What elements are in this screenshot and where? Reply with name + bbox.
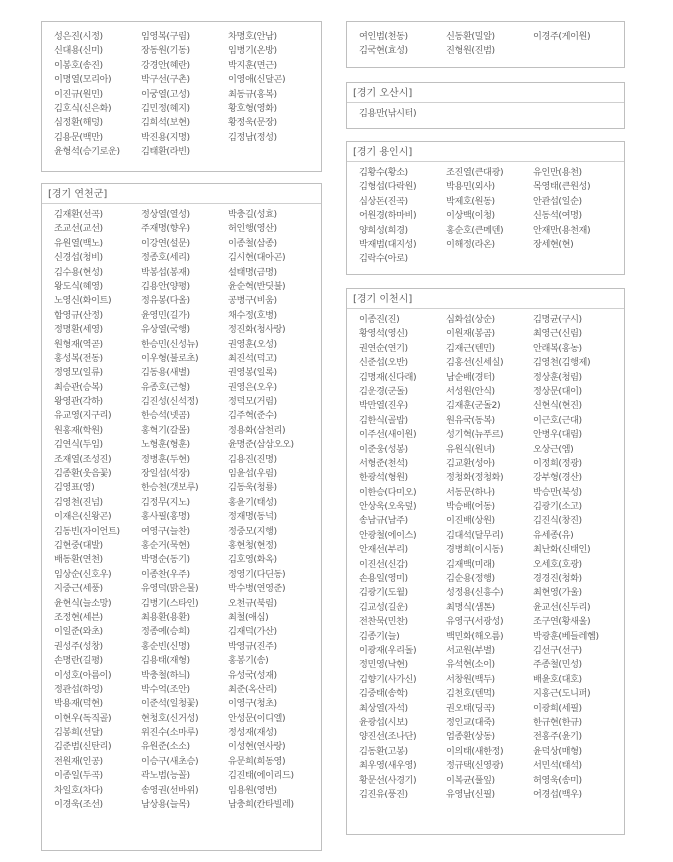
member-name: 이재은(신왕곤) bbox=[54, 511, 112, 523]
member-name: 남충희(칸타빌레) bbox=[228, 799, 294, 811]
section-title: [경기 이천시] bbox=[347, 292, 624, 309]
section-title: [경기 연천군] bbox=[42, 187, 321, 204]
member-name: 공병구(비움) bbox=[228, 295, 277, 307]
member-name: 최명식(샘톤) bbox=[446, 601, 495, 613]
member-name: 김광기(도월) bbox=[359, 587, 408, 599]
member-name: 유인만(용천) bbox=[533, 167, 582, 178]
member-name: 김수용(현성) bbox=[54, 266, 103, 278]
member-name: 김영표(영) bbox=[54, 482, 95, 494]
member-name: 김동용(새별) bbox=[141, 367, 190, 379]
member-name: 차일호(차다) bbox=[54, 784, 103, 796]
member-name: 정규택(신영광) bbox=[446, 760, 504, 772]
section-icheon bbox=[346, 288, 625, 835]
member-name: 정종예(승희) bbox=[141, 626, 190, 638]
member-name: 서형준(천석) bbox=[359, 457, 408, 469]
member-name: 권영은(오우) bbox=[228, 381, 277, 393]
member-name: 안재만(용천재) bbox=[533, 224, 591, 236]
member-name: 김재백(미래) bbox=[446, 558, 495, 570]
member-name: 조재열(조성진) bbox=[54, 453, 112, 465]
member-name: 이영구(청초) bbox=[228, 698, 277, 710]
member-name: 노영신(화이트) bbox=[54, 295, 112, 307]
member-name: 최현영(가울) bbox=[533, 587, 582, 599]
member-name: 정진화(청사랑) bbox=[228, 324, 286, 336]
member-name: 박지훈(면근) bbox=[228, 59, 277, 71]
member-name: 양진선(조나단) bbox=[359, 731, 417, 743]
member-name: 최우영(새우영) bbox=[359, 760, 417, 772]
member-name: 윤광섭(시보) bbox=[359, 716, 408, 728]
section-title: [경기 오산시] bbox=[347, 86, 624, 103]
member-name: 김교환(성아) bbox=[446, 457, 495, 469]
member-name: 정재명(동넉) bbox=[228, 511, 277, 523]
member-name: 김용문(백만) bbox=[54, 131, 103, 143]
member-name: 이봉호(송진) bbox=[54, 59, 103, 71]
member-name: 김종기(늘) bbox=[359, 630, 400, 642]
member-name: 김호식(신은화) bbox=[54, 102, 112, 114]
member-name: 서성원(안식) bbox=[446, 385, 495, 397]
member-name: 정병훈(두현) bbox=[141, 453, 190, 465]
member-name: 이진선(신감) bbox=[359, 558, 408, 570]
member-name: 이진규(원민) bbox=[54, 88, 103, 100]
member-name: 박충길(성효) bbox=[228, 209, 277, 220]
member-name: 이복균(풀잎) bbox=[446, 774, 495, 786]
member-name: 최용환(용환) bbox=[141, 611, 190, 623]
member-name: 장일섭(석장) bbox=[141, 468, 190, 480]
member-name: 배동환(연천) bbox=[54, 554, 103, 566]
member-name: 오세호(호광) bbox=[533, 558, 582, 570]
member-name: 김형섭(다락원) bbox=[359, 181, 417, 193]
member-name: 김홍선(신세실) bbox=[446, 357, 504, 369]
member-name: 장세현(현) bbox=[533, 238, 574, 250]
section-title: [경기 용인시] bbox=[347, 145, 624, 162]
member-name: 지홍근(도니퍼) bbox=[533, 688, 591, 700]
member-name: 유영남(신필) bbox=[446, 788, 495, 800]
member-name: 신동석(여명) bbox=[533, 210, 582, 222]
member-name: 장동원(기동) bbox=[141, 45, 190, 57]
member-name: 조구연(황새울) bbox=[533, 616, 591, 628]
member-name: 경병희(이시동) bbox=[446, 544, 504, 556]
member-name: 김용만(낚시터) bbox=[359, 108, 417, 119]
member-name: 전원재(인공) bbox=[54, 755, 103, 767]
member-name: 이상백(이청) bbox=[446, 210, 495, 222]
member-name: 이우형(불로초) bbox=[141, 352, 199, 364]
member-name: 김재환(선곡) bbox=[54, 209, 103, 220]
section-osan bbox=[346, 82, 625, 129]
member-name: 윤덕상(매형) bbox=[533, 745, 582, 757]
member-name: 김정남(정성) bbox=[228, 131, 277, 143]
member-name: 안관섭(일순) bbox=[533, 195, 582, 207]
member-name: 남상용(늘목) bbox=[141, 799, 190, 811]
member-name: 김향기(사가신) bbox=[359, 673, 417, 685]
member-name: 강부형(경산) bbox=[533, 472, 582, 484]
member-name: 신동환(밀알) bbox=[446, 31, 495, 42]
member-name: 홍성복(전동) bbox=[54, 352, 103, 364]
member-name: 김진태(에이리드) bbox=[228, 770, 294, 782]
member-name: 박구선(구촌) bbox=[141, 74, 190, 86]
member-name: 이승구(새초승) bbox=[141, 755, 199, 767]
member-name: 권영봉(일록) bbox=[228, 367, 277, 379]
member-name: 임용원(영번) bbox=[228, 784, 277, 796]
member-list bbox=[347, 103, 624, 121]
member-name: 최난화(신태인) bbox=[533, 544, 591, 556]
member-name: 이의태(새한정) bbox=[446, 745, 504, 757]
member-name: 박수병(연영준) bbox=[228, 583, 286, 595]
member-name: 전찬묵(민찬) bbox=[359, 616, 408, 628]
member-name: 신준섭(오반) bbox=[359, 357, 408, 369]
member-name: 이경주(게이원) bbox=[533, 31, 591, 42]
member-name: 홍혁기(갈몰) bbox=[141, 424, 190, 436]
member-name: 여인범(천동) bbox=[359, 31, 408, 42]
member-name: 이성호(아름이) bbox=[54, 669, 112, 681]
member-name: 김동빈(자이언트) bbox=[54, 525, 120, 537]
member-name: 정영기(다딘동) bbox=[228, 568, 286, 580]
member-name: 지중근(세풍) bbox=[54, 583, 103, 595]
member-name: 김시현(대아곤) bbox=[228, 252, 286, 264]
member-name: 함영규(산정) bbox=[54, 309, 103, 321]
member-name: 안상욱(오욱덮) bbox=[359, 501, 417, 513]
member-name: 목영태(큰원성) bbox=[533, 181, 591, 193]
member-name: 오상근(엠) bbox=[533, 443, 574, 455]
member-name: 김선구(선구) bbox=[533, 644, 582, 656]
member-name: 박승만(북성) bbox=[533, 486, 582, 498]
member-name: 김명재(신다래) bbox=[359, 371, 417, 383]
member-name: 박충철(하늬) bbox=[141, 669, 190, 681]
member-name: 홍현청(현정) bbox=[228, 539, 277, 551]
member-name: 정중모(지행) bbox=[228, 525, 277, 537]
member-name: 이궁열(고성) bbox=[141, 88, 190, 100]
member-name: 신경섭(청비) bbox=[54, 252, 103, 264]
member-name: 강경안(혜란) bbox=[141, 59, 190, 71]
member-name: 안재선(부리) bbox=[359, 544, 408, 556]
member-name: 정유봉(다올) bbox=[141, 295, 190, 307]
member-name: 김천호(텐먹) bbox=[446, 688, 495, 700]
member-name: 김정무(지노) bbox=[141, 496, 190, 508]
member-name: 윤명준(삼삼오오) bbox=[228, 439, 294, 451]
member-name: 박만열(진우) bbox=[359, 400, 408, 412]
member-name: 정상문(대이) bbox=[533, 385, 582, 397]
member-name: 곽노범(능꼴) bbox=[141, 770, 190, 782]
member-name: 조정현(세븐) bbox=[54, 611, 103, 623]
member-name: 이광재(우리돌) bbox=[359, 644, 417, 656]
section-yeoncheon bbox=[41, 183, 322, 851]
member-name: 노형훈(형훈) bbox=[141, 439, 190, 451]
member-name: 김진식(창진) bbox=[533, 515, 582, 527]
member-name: 이일준(와초) bbox=[54, 626, 103, 638]
member-name: 전홍주(윤기) bbox=[533, 731, 582, 743]
member-name: 한규현(한규) bbox=[533, 716, 582, 728]
member-name: 홍순호(큰메덴) bbox=[446, 224, 504, 236]
member-list bbox=[347, 22, 624, 59]
member-name: 김동환(고봉) bbox=[359, 745, 408, 757]
member-name: 박용민(외사) bbox=[446, 181, 495, 193]
member-name: 이종진(진) bbox=[359, 314, 400, 325]
member-name: 서창원(백두) bbox=[446, 673, 495, 685]
member-name: 남순배(경터) bbox=[446, 371, 495, 383]
member-name: 조진열(큰대광) bbox=[446, 167, 504, 178]
member-name: 오천규(북림) bbox=[228, 597, 277, 609]
member-name: 이성현(연사랑) bbox=[228, 741, 286, 753]
member-list bbox=[347, 309, 624, 802]
member-name: 김재훈(군돌2) bbox=[446, 400, 501, 412]
member-name: 유문희(희동영) bbox=[228, 755, 286, 767]
member-name: 원홍재(학원) bbox=[54, 424, 103, 436]
member-name: 어원경(하마비) bbox=[359, 210, 417, 222]
member-name: 최동규(홍복) bbox=[228, 88, 277, 100]
member-name: 윤순혁(반딧불) bbox=[228, 280, 286, 292]
member-name: 한승민(신성뉴) bbox=[141, 338, 199, 350]
member-name: 조교선(교선) bbox=[54, 223, 103, 235]
member-name: 김병기(스타인) bbox=[141, 597, 199, 609]
member-name: 유원열(백노) bbox=[54, 237, 103, 249]
member-name: 권성주(성창) bbox=[54, 640, 103, 652]
member-name: 임윤섭(우림) bbox=[228, 468, 277, 480]
member-name: 이광희(세필) bbox=[533, 702, 582, 714]
member-list bbox=[42, 204, 321, 812]
member-name: 이영애(신달곤) bbox=[228, 74, 286, 86]
member-name: 황호형(영화) bbox=[228, 102, 277, 114]
section-top bbox=[41, 21, 322, 172]
member-name: 이원재(봉곰) bbox=[446, 328, 495, 340]
member-name: 이주선(새이원) bbox=[359, 429, 417, 441]
member-name: 김황수(황소) bbox=[359, 167, 408, 178]
member-name: 권오태(딩곡) bbox=[446, 702, 495, 714]
member-name: 안성문(이디엘) bbox=[228, 712, 286, 724]
member-name: 박명순(동기) bbox=[141, 554, 190, 566]
member-name: 정상열(열성) bbox=[141, 209, 190, 220]
member-name: 김종환(웃음꽃) bbox=[54, 468, 112, 480]
member-name: 김준범(신탄리) bbox=[54, 741, 112, 753]
member-name: 김영천(진넘) bbox=[54, 496, 103, 508]
member-name: 신대용(신미) bbox=[54, 45, 103, 57]
member-name: 한광석(형원) bbox=[359, 472, 408, 484]
member-name: 원형재(역곧) bbox=[54, 338, 103, 350]
member-name: 최영근(신림) bbox=[533, 328, 582, 340]
member-name: 김용진(진명) bbox=[228, 453, 277, 465]
member-name: 설태명(금명) bbox=[228, 266, 277, 278]
member-name: 박재범(대지성) bbox=[359, 238, 417, 250]
member-name: 김진유(풍진) bbox=[359, 788, 408, 800]
member-name: 김희석(보현) bbox=[141, 117, 190, 129]
member-name: 홍윤기(태성) bbox=[228, 496, 277, 508]
member-name: 이한승(다미오) bbox=[359, 486, 417, 498]
member-name: 정상훈(청림) bbox=[533, 371, 582, 383]
member-name: 김용안(양평) bbox=[141, 280, 190, 292]
member-name: 김명균(구시) bbox=[533, 314, 582, 325]
member-name: 김광기(소고) bbox=[533, 501, 582, 513]
member-name: 윤교선(신두리) bbox=[533, 601, 591, 613]
member-name: 권연순(연기) bbox=[359, 342, 408, 354]
member-name: 양희성(희경) bbox=[359, 224, 408, 236]
member-name: 신현식(현진) bbox=[533, 400, 582, 412]
member-name: 허영욱(송미) bbox=[533, 774, 582, 786]
member-name: 유교영(지구리) bbox=[54, 410, 112, 422]
member-name: 황문선(사경기) bbox=[359, 774, 417, 786]
member-name: 황정욱(문장) bbox=[228, 117, 277, 129]
member-name: 이근호(근대) bbox=[533, 414, 582, 426]
member-name: 최승관(승복) bbox=[54, 381, 103, 393]
member-name: 주종철(민성) bbox=[533, 659, 582, 671]
member-name: 성은진(시정) bbox=[54, 31, 103, 42]
member-name: 김민정(혜지) bbox=[141, 102, 190, 114]
member-name: 유성국(성재) bbox=[228, 669, 277, 681]
member-name: 유원준(소소) bbox=[141, 741, 190, 753]
member-name: 백민화(해오름) bbox=[446, 630, 504, 642]
member-name: 박진용(지명) bbox=[141, 131, 190, 143]
member-name: 이명열(모리아) bbox=[54, 74, 112, 86]
member-name: 홍순거(묵현) bbox=[141, 539, 190, 551]
member-name: 이종철(삼종) bbox=[228, 237, 277, 249]
member-name: 왕도식(혜영) bbox=[54, 280, 103, 292]
member-list bbox=[347, 162, 624, 267]
member-name: 황영석(영신) bbox=[359, 328, 408, 340]
member-name: 김봉희(선달) bbox=[54, 727, 103, 739]
member-name: 어경섭(백우) bbox=[533, 788, 582, 800]
member-name: 김영천(김행제) bbox=[533, 357, 591, 369]
member-name: 김운경(군돌) bbox=[359, 385, 408, 397]
member-name: 이해정(라온) bbox=[446, 238, 495, 250]
member-name: 정종호(세리) bbox=[141, 252, 190, 264]
member-name: 박영규(진주) bbox=[228, 640, 277, 652]
member-name: 주재명(향우) bbox=[141, 223, 190, 235]
member-name: 정관섭(하엉) bbox=[54, 683, 103, 695]
member-name: 최준(옥산리) bbox=[228, 683, 277, 695]
member-name: 정청화(정청화) bbox=[446, 472, 504, 484]
member-name: 배윤호(대호) bbox=[533, 673, 582, 685]
member-name: 송남규(남주) bbox=[359, 515, 408, 527]
member-name: 성정용(신흥수) bbox=[446, 587, 504, 599]
member-name: 윤형석(승기로운) bbox=[54, 146, 120, 158]
member-name: 차명호(안남) bbox=[228, 31, 277, 42]
member-name: 김중태(송학) bbox=[359, 688, 408, 700]
member-name: 정용화(삼천리) bbox=[228, 424, 286, 436]
section-top-right bbox=[346, 21, 625, 68]
member-name: 안래복(홍농) bbox=[533, 342, 582, 354]
member-name: 허인행(영산) bbox=[228, 223, 277, 235]
member-name: 이준석(일청꽃) bbox=[141, 698, 199, 710]
member-name: 김동욱(청룡) bbox=[228, 482, 277, 494]
member-name: 김재근(텐민) bbox=[446, 342, 495, 354]
member-name: 윤현식(늘소망) bbox=[54, 597, 112, 609]
member-name: 김락수(아로) bbox=[359, 253, 408, 265]
member-name: 박용재(덕현) bbox=[54, 698, 103, 710]
member-list bbox=[42, 22, 321, 160]
member-name: 김태환(라빈) bbox=[141, 146, 190, 158]
member-name: 임영복(구림) bbox=[141, 31, 190, 42]
member-name: 유영구(서광성) bbox=[446, 616, 504, 628]
member-name: 김한식(골밥) bbox=[359, 414, 408, 426]
member-name: 정명환(세영) bbox=[54, 324, 103, 336]
member-name: 유석현(소이) bbox=[446, 659, 495, 671]
member-name: 최상열(자석) bbox=[359, 702, 408, 714]
member-name: 위진수(소마루) bbox=[141, 727, 199, 739]
member-name: 박승배(어동) bbox=[446, 501, 495, 513]
member-name: 권영훈(오성) bbox=[228, 338, 277, 350]
member-name: 정덕모(거림) bbox=[228, 396, 277, 408]
member-name: 정성재(재성) bbox=[228, 727, 277, 739]
member-name: 현청호(신거성) bbox=[141, 712, 199, 724]
member-name: 경경진(청화) bbox=[533, 573, 582, 585]
member-name: 이현우(독직골) bbox=[54, 712, 112, 724]
member-name: 최철(애심) bbox=[228, 611, 269, 623]
member-name: 김현중(대발) bbox=[54, 539, 103, 551]
member-name: 이종일(두곡) bbox=[54, 770, 103, 782]
member-name: 왕영관(각하) bbox=[54, 396, 103, 408]
member-name: 이진배(상원) bbox=[446, 515, 495, 527]
member-name: 홍봉기(송) bbox=[228, 655, 269, 667]
member-name: 김재덕(가산) bbox=[228, 626, 277, 638]
member-name: 박광훈(베들레헴) bbox=[533, 630, 599, 642]
member-name: 김용태(재형) bbox=[141, 655, 190, 667]
member-name: 한승천(갯보루) bbox=[141, 482, 199, 494]
member-name: 유영덕(맑은물) bbox=[141, 583, 199, 595]
member-name: 김진성(신석정) bbox=[141, 396, 199, 408]
member-name: 송영권(선바위) bbox=[141, 784, 199, 796]
member-name: 서민석(태석) bbox=[533, 760, 582, 772]
member-name: 홍사필(홍명) bbox=[141, 511, 190, 523]
member-name: 손용일(영미) bbox=[359, 573, 408, 585]
member-name: 원유국(동복) bbox=[446, 414, 495, 426]
member-name: 박봉섭(봉재) bbox=[141, 266, 190, 278]
member-name: 유종호(근형) bbox=[141, 381, 190, 393]
member-name: 홍순빈(신명) bbox=[141, 640, 190, 652]
member-name: 김연식(두임) bbox=[54, 439, 103, 451]
member-name: 박수억(조안) bbox=[141, 683, 190, 695]
member-name: 유상열(국행) bbox=[141, 324, 190, 336]
member-name: 심정환(해덩) bbox=[54, 117, 103, 129]
member-name: 여영구(늘찬) bbox=[141, 525, 190, 537]
member-name: 정영모(일류) bbox=[54, 367, 103, 379]
member-name: 이종찬(우주) bbox=[141, 568, 190, 580]
member-name: 한승석(넷곰) bbox=[141, 410, 190, 422]
member-name: 안광철(에이스) bbox=[359, 529, 417, 541]
member-name: 정민영(낙현) bbox=[359, 659, 408, 671]
section-yongin bbox=[346, 141, 625, 275]
member-name: 서교원(부별) bbox=[446, 644, 495, 656]
member-name: 유세종(유) bbox=[533, 529, 574, 541]
member-name: 김주혁(준수) bbox=[228, 410, 277, 422]
member-name: 임병기(온방) bbox=[228, 45, 277, 57]
member-name: 엄종환(상동) bbox=[446, 731, 495, 743]
member-name: 서동문(하나) bbox=[446, 486, 495, 498]
member-name: 심상돈(진곡) bbox=[359, 195, 408, 207]
member-name: 이정희(정광) bbox=[533, 457, 582, 469]
member-name: 성기혁(뉴푸르) bbox=[446, 429, 504, 441]
member-name: 김국현(효성) bbox=[359, 45, 408, 57]
member-name: 박제호(원동) bbox=[446, 195, 495, 207]
member-name: 윤영민(길가) bbox=[141, 309, 190, 321]
member-name: 임상순(신호우) bbox=[54, 568, 112, 580]
member-name: 채수정(호병) bbox=[228, 309, 277, 321]
member-name: 김교성(길운) bbox=[359, 601, 408, 613]
member-name: 손명란(길평) bbox=[54, 655, 103, 667]
member-name: 김대석(달무리) bbox=[446, 529, 504, 541]
member-name: 이준웅(성봉) bbox=[359, 443, 408, 455]
member-name: 유원식(원녀) bbox=[446, 443, 495, 455]
member-name: 안병우(대림) bbox=[533, 429, 582, 441]
member-name: 이경욱(조선) bbox=[54, 799, 103, 811]
member-name: 이강연(설문) bbox=[141, 237, 190, 249]
member-name: 심화섭(상순) bbox=[446, 314, 495, 325]
member-name: 정인교(대죽) bbox=[446, 716, 495, 728]
member-name: 진형원(진범) bbox=[446, 45, 495, 57]
member-name: 김호영(화옥) bbox=[228, 554, 277, 566]
member-name: 김순용(정행) bbox=[446, 573, 495, 585]
member-name: 최진석(덕고) bbox=[228, 352, 277, 364]
